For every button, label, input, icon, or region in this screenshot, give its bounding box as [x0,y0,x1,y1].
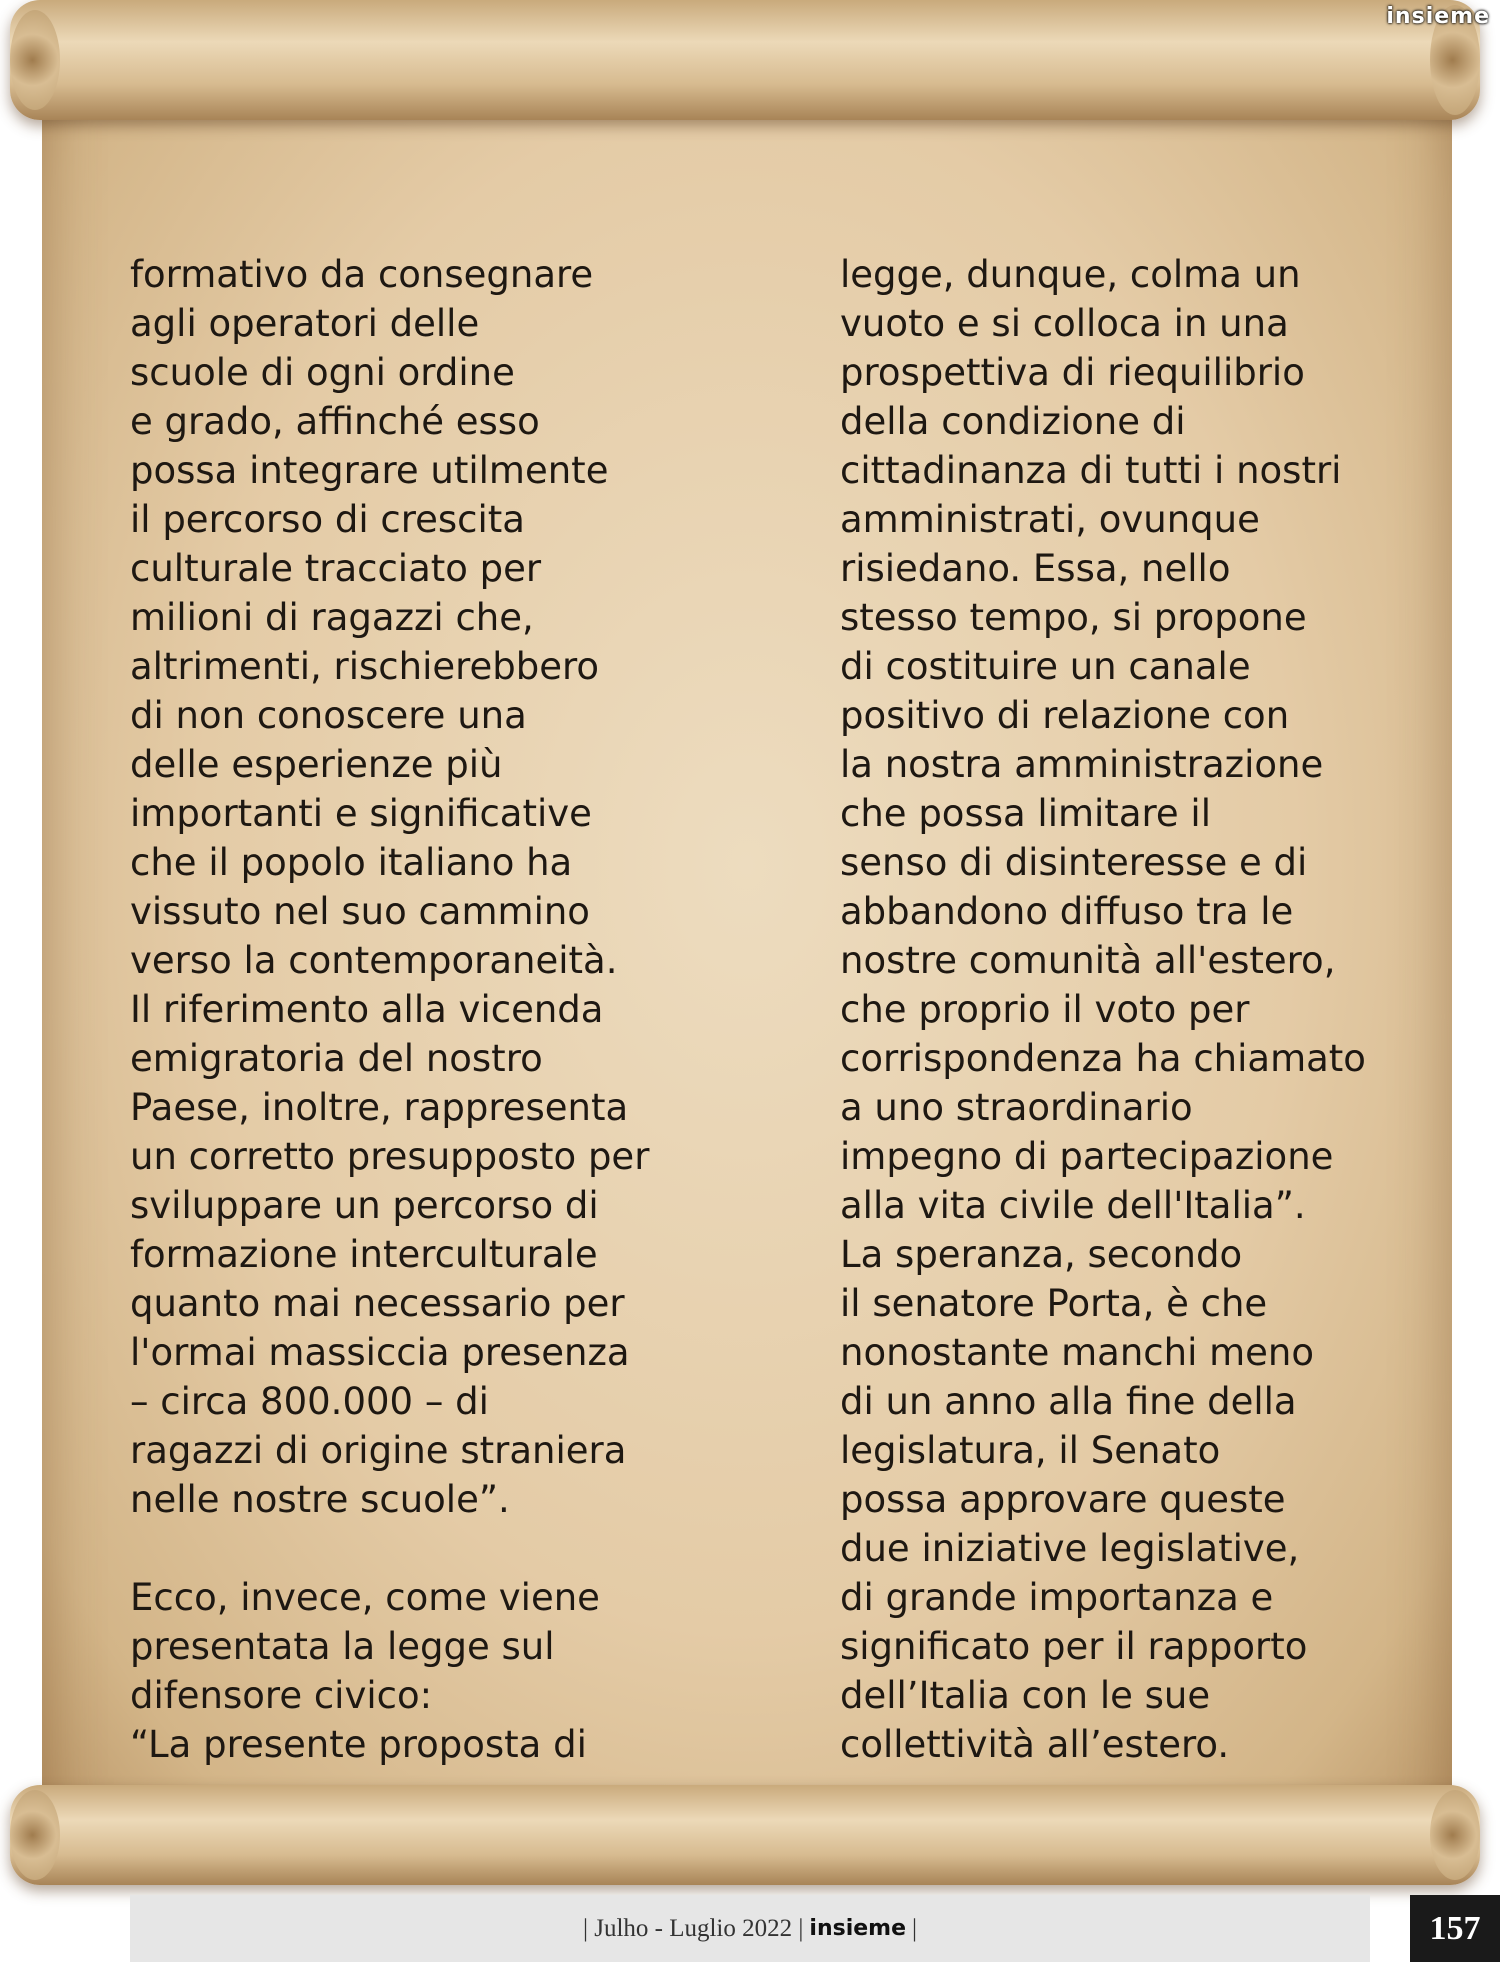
corner-brand-logo: insieme [1386,4,1490,29]
text-line: nonostante manchi meno [840,1331,1315,1374]
scroll-bottom-roll [10,1785,1480,1885]
text-line: amministrati, ovunque [840,498,1260,541]
text-line: collettività all’estero. [840,1723,1230,1766]
scroll-top-roll [10,0,1480,120]
footer-separator: | [798,1914,804,1942]
footer-separator: | [582,1914,588,1942]
text-line: senso di disinteresse e di [840,841,1308,884]
text-line: Il riferimento alla vicenda [130,988,604,1031]
text-line: milioni di ragazzi che, [130,596,534,639]
scroll-top-left-end [10,10,60,110]
text-line: che possa limitare il [840,792,1211,835]
text-line: – circa 800.000 – di [130,1380,489,1423]
article-left-column [130,250,690,1769]
text-line: dell’Italia con le sue [840,1674,1211,1717]
text-line: un corretto presupposto per [130,1135,650,1178]
footer-separator: | [912,1914,918,1942]
text-line: La speranza, secondo [840,1233,1243,1276]
text-line: di un anno alla fine della [840,1380,1297,1423]
scroll-bottom-left-end [10,1790,60,1880]
text-line: possa approvare queste [840,1478,1286,1521]
scroll-bottom-right-end [1430,1790,1480,1880]
text-line: positivo di relazione con [840,694,1290,737]
page-number: 157 [1410,1895,1500,1962]
text-line: verso la contemporaneità. [130,939,618,982]
text-line: il senatore Porta, è che [840,1282,1268,1325]
text-line: di non conoscere una [130,694,527,737]
text-line: nostre comunità all'estero, [840,939,1336,982]
text-line: alla vita civile dell'Italia”. [840,1184,1306,1227]
text-line: presentata la legge sul [130,1625,555,1668]
footer-date: Julho - Luglio 2022 [594,1914,793,1942]
text-line: stesso tempo, si propone [840,596,1307,639]
text-line: significato per il rapporto [840,1625,1308,1668]
text-line: della condizione di [840,400,1186,443]
text-line: legge, dunque, colma un [840,253,1301,296]
footer-brand-logo: insieme [809,1916,907,1941]
text-line: corrispondenza ha chiamato [840,1037,1366,1080]
text-line: culturale tracciato per [130,547,542,590]
text-line: che proprio il voto per [840,988,1250,1031]
text-line: nelle nostre scuole”. [130,1478,510,1521]
text-line: che il popolo italiano ha [130,841,573,884]
text-line: importanti e significative [130,792,592,835]
text-line: agli operatori delle [130,302,480,345]
text-line: ragazzi di origine straniera [130,1429,627,1472]
text-line: “La presente proposta di [130,1723,587,1766]
text-line: prospettiva di riequilibrio [840,351,1305,394]
text-line: Ecco, invece, come viene [130,1576,600,1619]
text-line: di grande importanza e [840,1576,1274,1619]
text-line: formazione interculturale [130,1233,598,1276]
text-line: la nostra amministrazione [840,743,1324,786]
text-line: impegno di partecipazione [840,1135,1334,1178]
text-line: a uno straordinario [840,1086,1193,1129]
text-line: delle esperienze più [130,743,503,786]
text-line: legislatura, il Senato [840,1429,1221,1472]
text-line: Paese, inoltre, rappresenta [130,1086,629,1129]
text-line: scuole di ogni ordine [130,351,515,394]
text-line: formativo da consegnare [130,253,594,296]
text-line: possa integrare utilmente [130,449,609,492]
text-line: difensore civico: [130,1674,433,1717]
text-line: il percorso di crescita [130,498,525,541]
article-right-column [840,250,1400,1769]
text-line: altrimenti, rischierebbero [130,645,600,688]
text-line: vissuto nel suo cammino [130,890,590,933]
text-line: vuoto e si colloca in una [840,302,1289,345]
footer-bar [130,1895,1370,1962]
text-line: cittadinanza di tutti i nostri [840,449,1342,492]
text-line: abbandono diffuso tra le [840,890,1294,933]
text-line: l'ormai massiccia presenza [130,1331,630,1374]
text-line: emigratoria del nostro [130,1037,543,1080]
text-line: e grado, affinché esso [130,400,540,443]
text-line: risiedano. Essa, nello [840,547,1231,590]
text-line: sviluppare un percorso di [130,1184,599,1227]
text-line: di costituire un canale [840,645,1251,688]
paragraph-gap [130,1524,690,1573]
text-line: due iniziative legislative, [840,1527,1300,1570]
text-line: quanto mai necessario per [130,1282,625,1325]
